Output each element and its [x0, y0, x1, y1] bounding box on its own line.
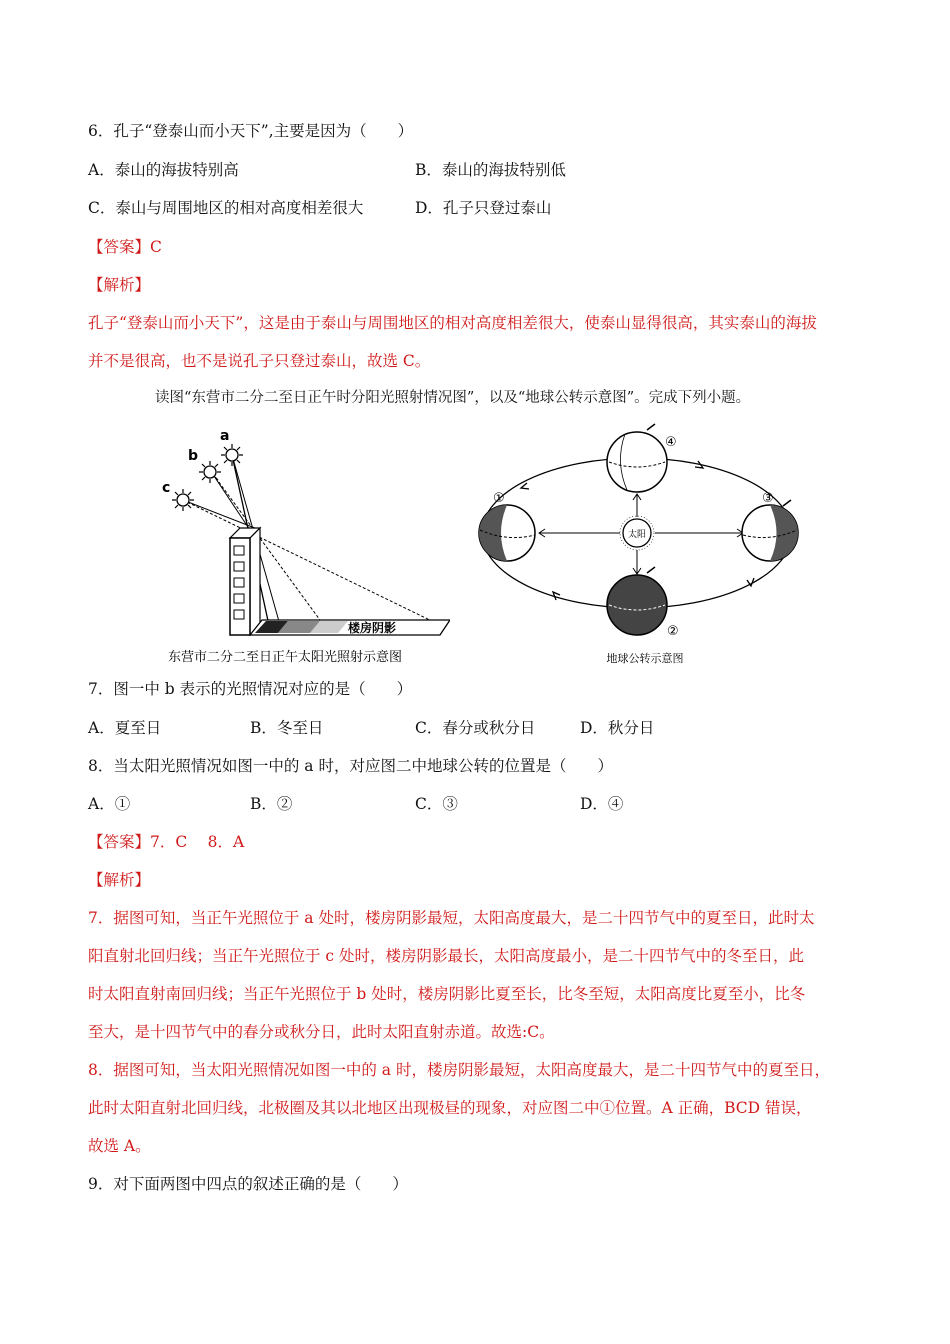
earth-position-2 [607, 567, 667, 635]
earth-position-1 [479, 505, 535, 561]
revolution-diagram [465, 410, 815, 665]
q7-option-a: A．夏至日 [88, 719, 162, 737]
q6-analysis-line-2: 并不是很高，也不是说孔子只登过泰山，故选 C。 [88, 352, 431, 370]
position-label-3: ③ [762, 491, 774, 506]
analysis-tag-7-8: 【解析】 [88, 871, 151, 889]
sun-label-b: b [188, 448, 199, 464]
q8-option-a: A．① [88, 795, 131, 813]
q7-option-d: D．秋分日 [580, 719, 655, 737]
position-label-1: ① [493, 491, 505, 506]
position-label-4: ④ [665, 435, 677, 450]
analysis-7-line-3: 时太阳直射南回归线；当正午光照位于 b 处时，楼房阴影比夏至长，比冬至短，太阳高度比夏至小，比冬 [88, 985, 806, 1003]
answer-7-8: 【答案】7．C 8．A [88, 833, 245, 851]
analysis-8-line-3: 故选 A。 [88, 1137, 151, 1155]
earth-position-4 [607, 424, 667, 492]
question-6-stem: 6．孔子“登泰山而小天下”,主要是因为（ ） [88, 122, 414, 140]
q6-option-a: A．泰山的海拔特别高 [88, 161, 239, 179]
figure-intro: 读图“东营市二分二至日正午时分阳光照射情况图”，以及“地球公转示意图”。完成下列小题。 [155, 390, 751, 406]
sunlight-diagram [150, 420, 450, 670]
q6-answer: 【答案】C [88, 238, 162, 256]
question-7-stem: 7．图一中 b 表示的光照情况对应的是（ ） [88, 680, 413, 698]
sun-ray-c [183, 500, 440, 625]
q6-analysis-tag: 【解析】 [88, 276, 151, 294]
q8-option-b: B．② [250, 795, 293, 813]
sun-label-a: a [220, 428, 230, 444]
figures-region [150, 410, 890, 665]
q8-option-d: D．④ [580, 795, 624, 813]
question-9-stem: 9．对下面两图中四点的叙述正确的是（ ） [88, 1175, 408, 1193]
q6-analysis-line-1: 孔子“登泰山而小天下”，这是由于泰山与周围地区的相对高度相差很大，使泰山显得很高，其实泰山的海拔 [88, 314, 817, 332]
analysis-7-line-1: 7．据图可知，当正午光照位于 a 处时，楼房阴影最短，太阳高度最大，是二十四节气中的夏至日，此时太 [88, 909, 815, 927]
analysis-7-line-2: 阳直射北回归线；当正午光照位于 c 处时，楼房阴影最长，太阳高度最小，是二十四节气中的冬至日，此 [88, 947, 805, 965]
sun-label: 太阳 [627, 530, 647, 540]
shadow-label: 楼房阴影 [348, 621, 397, 635]
q6-option-c: C．泰山与周围地区的相对高度相差很大 [88, 199, 364, 217]
sun-ray-b [210, 470, 320, 620]
q6-option-b: B．泰山的海拔特别低 [415, 161, 566, 179]
position-label-2: ② [667, 624, 679, 639]
analysis-8-line-2: 此时太阳直射北回归线，北极圈及其以北地区出现极昼的现象，对应图二中①位置。A 正确，BCD 错误， [88, 1099, 812, 1117]
question-8-stem: 8．当太阳光照情况如图一中的 a 时，对应图二中地球公转的位置是（ ） [88, 757, 613, 775]
q6-option-d: D．孔子只登过泰山 [415, 199, 552, 217]
analysis-8-line-1: 8．据图可知，当太阳光照情况如图一中的 a 时，楼房阴影最短，太阳高度最大，是二十四节气中的夏至日， [88, 1061, 830, 1079]
sun-ray-b2 [210, 470, 250, 530]
sun-b-icon [199, 461, 221, 483]
figure1-caption: 东营市二分二至日正午太阳光照射示意图 [168, 650, 403, 665]
sun-c-icon [172, 489, 194, 511]
q7-option-c: C．春分或秋分日 [415, 719, 536, 737]
analysis-7-line-4: 至大，是十四节气中的春分或秋分日，此时太阳直射赤道。故选:C。 [88, 1023, 555, 1041]
sun-label-c: c [162, 480, 171, 496]
figure2-caption: 地球公转示意图 [606, 652, 684, 665]
q8-option-c: C．③ [415, 795, 458, 813]
sun-a-icon [221, 444, 243, 466]
earth-position-3 [742, 500, 798, 561]
building [230, 528, 260, 635]
q7-option-b: B．冬至日 [250, 719, 324, 737]
